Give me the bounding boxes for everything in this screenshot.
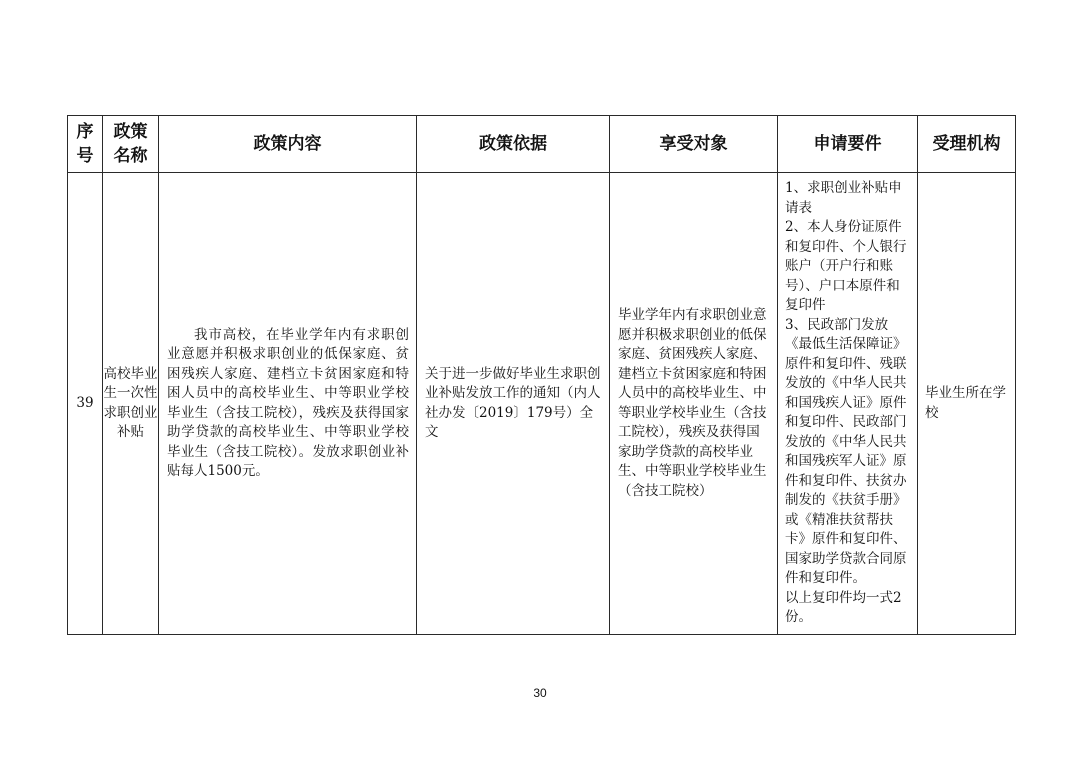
header-name: 政策名称 xyxy=(103,116,159,173)
policy-table xyxy=(67,115,1016,635)
requirement-item: 以上复印件均一式2份。 xyxy=(785,589,902,626)
header-agency: 受理机构 xyxy=(918,116,1016,173)
header-basis: 政策依据 xyxy=(417,116,610,173)
cell-requirements xyxy=(778,173,918,635)
header-requirements: 申请要件 xyxy=(778,116,918,173)
cell-agency: 毕业生所在学校 xyxy=(918,173,1016,635)
cell-eligible-target: 毕业学年内有求职创业意愿并积极求职创业的低保家庭、贫困残疾人家庭、建档立卡贫困家庭和特困人员中的高校毕业生、中等职业学校毕业生（含技工院校），残疾及获得国家助学贷款的高校毕业生、中等职业学校毕业生（含技工院校） xyxy=(610,173,778,635)
requirement-item: 1、求职创业补贴申请表 xyxy=(785,180,902,216)
table-row xyxy=(68,173,1016,635)
table-header-row xyxy=(68,116,1016,173)
cell-no: 39 xyxy=(68,173,103,635)
header-no: 序号 xyxy=(68,116,103,173)
requirement-item: 3、民政部门发放《最低生活保障证》原件和复印件、残联发放的《中华人民共和国残疾人证》原件和复印件、民政部门发放的《中华人民共和国残疾军人证》原件和复印件、扶贫办制发的《扶贫手册》或《精准扶贫帮扶卡》原件和复印件、国家助学贷款合同原件和复印件。 xyxy=(785,316,907,587)
requirement-item: 2、本人身份证原件和复印件、个人银行账户（开户行和账号）、户口本原件和复印件 xyxy=(785,219,907,314)
cell-policy-name: 高校毕业生一次性求职创业补贴 xyxy=(103,173,159,635)
header-content: 政策内容 xyxy=(159,116,417,173)
header-target: 享受对象 xyxy=(610,116,778,173)
cell-policy-basis: 关于进一步做好毕业生求职创业补贴发放工作的通知（内人社办发〔2019〕179号）全文 xyxy=(417,173,610,635)
page-number: 30 xyxy=(533,686,547,700)
cell-policy-content: 我市高校，在毕业学年内有求职创业意愿并积极求职创业的低保家庭、贫困残疾人家庭、建档立卡贫困家庭和特困人员中的高校毕业生、中等职业学校毕业生（含技工院校），残疾及获得国家助学贷款的高校毕业生、中等职业学校毕业生（含技工院校）。发放求职创业补贴每人1500元。 xyxy=(159,173,417,635)
